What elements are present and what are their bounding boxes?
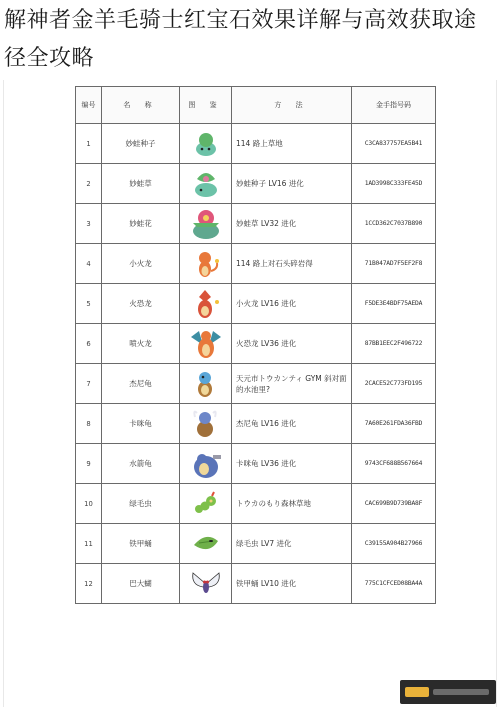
- squirtle-icon: [189, 367, 223, 401]
- cell-method: 天元市トウカンティ GYM 斜对面的水池里?: [232, 364, 352, 404]
- table-row: [76, 324, 436, 364]
- header-name: 名 称: [102, 87, 180, 124]
- cell-no: 4: [76, 244, 102, 284]
- cell-no: 10: [76, 484, 102, 524]
- cell-name: 绿毛虫: [102, 484, 180, 524]
- cell-method: 绿毛虫 LV7 进化: [232, 524, 352, 564]
- table-row: [76, 244, 436, 284]
- header-image: 图 鉴: [180, 87, 232, 124]
- cell-code: 9743CF688B567664: [352, 444, 436, 484]
- cell-name: 水箭龟: [102, 444, 180, 484]
- cell-name: 卡咪龟: [102, 404, 180, 444]
- bulbasaur-icon: [189, 127, 223, 161]
- cell-name: 巴大蝴: [102, 564, 180, 604]
- cell-image: [180, 244, 232, 284]
- cell-image: [180, 444, 232, 484]
- cell-code: C3CA837757EA5B41: [352, 124, 436, 164]
- cell-image: [180, 284, 232, 324]
- cell-no: 11: [76, 524, 102, 564]
- watermark-text-block: [433, 689, 489, 695]
- table-row: [76, 524, 436, 564]
- cell-no: 12: [76, 564, 102, 604]
- venusaur-icon: [189, 207, 223, 241]
- charizard-icon: [189, 327, 223, 361]
- header-no: 编号: [76, 87, 102, 124]
- cell-name: 小火龙: [102, 244, 180, 284]
- cell-method: 铁甲蛹 LV10 进化: [232, 564, 352, 604]
- table-row: [76, 404, 436, 444]
- cell-code: C39155A904B27966: [352, 524, 436, 564]
- cell-name: 妙蛙种子: [102, 124, 180, 164]
- cell-method: 114 路上草地: [232, 124, 352, 164]
- cell-no: 1: [76, 124, 102, 164]
- cell-no: 6: [76, 324, 102, 364]
- cell-code: 2CACE52C773FD195: [352, 364, 436, 404]
- cell-code: 71B047AD7F5EF2F8: [352, 244, 436, 284]
- cell-image: [180, 484, 232, 524]
- cell-image: [180, 124, 232, 164]
- table-row: [76, 124, 436, 164]
- cell-name: 妙蛙花: [102, 204, 180, 244]
- table-row: [76, 564, 436, 604]
- wartortle-icon: [189, 407, 223, 441]
- table-row: [76, 284, 436, 324]
- cell-code: 87BB1EEC2F496722: [352, 324, 436, 364]
- page-title: 解神者金羊毛骑士红宝石效果详解与高效获取途径全攻略: [4, 8, 477, 71]
- cell-name: 杰尼龟: [102, 364, 180, 404]
- cell-image: [180, 364, 232, 404]
- cell-code: F5DE3E4BDF75AEDA: [352, 284, 436, 324]
- cell-method: 火恐龙 LV36 进化: [232, 324, 352, 364]
- cell-image: [180, 524, 232, 564]
- cell-name: 铁甲蛹: [102, 524, 180, 564]
- cell-no: 2: [76, 164, 102, 204]
- site-watermark: [400, 680, 496, 704]
- table-row: [76, 484, 436, 524]
- ivysaur-icon: [189, 167, 223, 201]
- cell-image: [180, 204, 232, 244]
- caterpie-icon: [189, 487, 223, 521]
- cell-code: 1CCD362C7037B890: [352, 204, 436, 244]
- cell-method: 小火龙 LV16 进化: [232, 284, 352, 324]
- cell-method: トウカのもり森林草地: [232, 484, 352, 524]
- cell-no: 7: [76, 364, 102, 404]
- cell-no: 8: [76, 404, 102, 444]
- table-header-row: [76, 87, 436, 124]
- charmander-icon: [189, 247, 223, 281]
- cell-image: [180, 564, 232, 604]
- pokemon-table: [75, 86, 436, 604]
- cell-name: 火恐龙: [102, 284, 180, 324]
- cell-code: 775C1CFCED08BA4A: [352, 564, 436, 604]
- table-row: [76, 164, 436, 204]
- butterfree-icon: [189, 567, 223, 601]
- cell-method: 卡咪龟 LV36 进化: [232, 444, 352, 484]
- cell-method: 114 路上对石头碎岩得: [232, 244, 352, 284]
- cell-no: 9: [76, 444, 102, 484]
- table-row: [76, 444, 436, 484]
- table-row: [76, 204, 436, 244]
- cell-method: 妙蛙种子 LV16 进化: [232, 164, 352, 204]
- table-row: [76, 364, 436, 404]
- cell-image: [180, 404, 232, 444]
- metapod-icon: [189, 527, 223, 561]
- cell-code: 7A60E261FDA36FBD: [352, 404, 436, 444]
- cell-name: 妙蛙草: [102, 164, 180, 204]
- cell-no: 5: [76, 284, 102, 324]
- cell-code: CAC699B9D739BA8F: [352, 484, 436, 524]
- cell-code: 1AD3998C333FE45D: [352, 164, 436, 204]
- cell-no: 3: [76, 204, 102, 244]
- blastoise-icon: [189, 447, 223, 481]
- header-code: 金手指号码: [352, 87, 436, 124]
- charmeleon-icon: [189, 287, 223, 321]
- cell-name: 喷火龙: [102, 324, 180, 364]
- cell-method: 杰尼龟 LV16 进化: [232, 404, 352, 444]
- watermark-logo-icon: [405, 687, 429, 697]
- cell-method: 妙蛙草 LV32 进化: [232, 204, 352, 244]
- cell-image: [180, 164, 232, 204]
- cell-image: [180, 324, 232, 364]
- header-method: 方 法: [232, 87, 352, 124]
